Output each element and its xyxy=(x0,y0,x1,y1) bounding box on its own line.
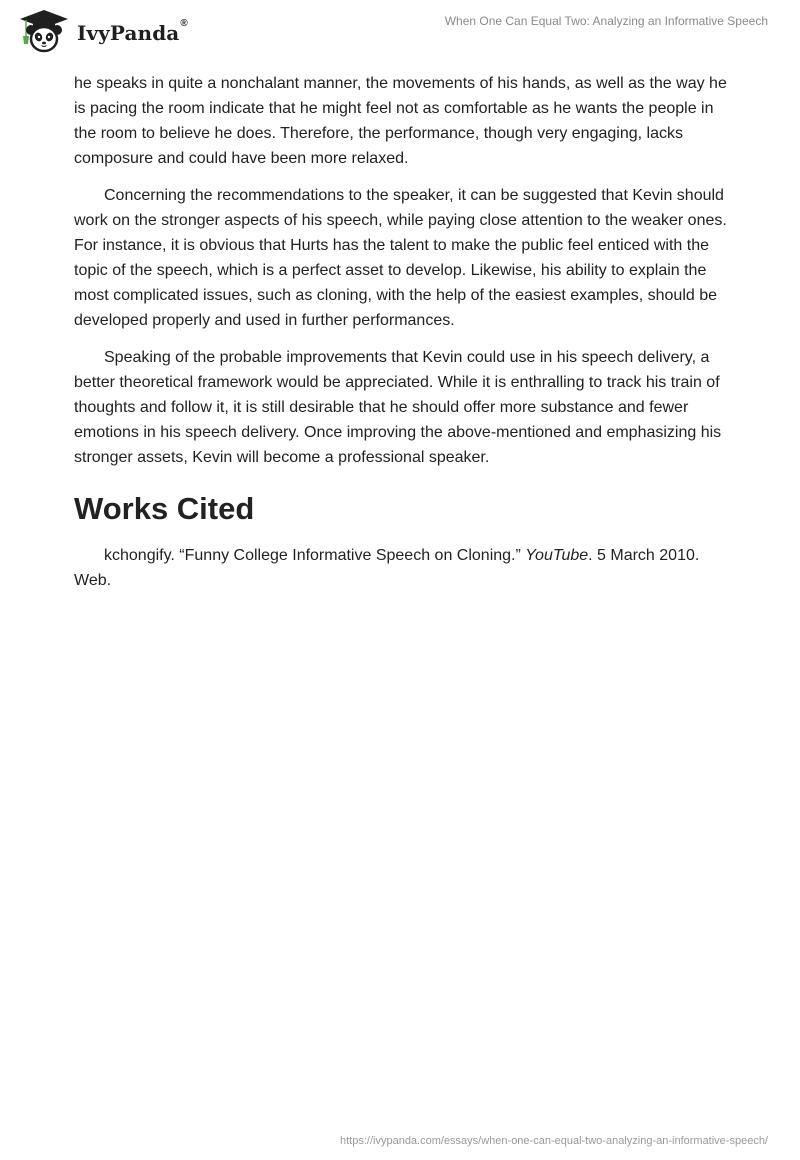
works-cited-heading: Works Cited xyxy=(74,491,255,526)
citation-entry xyxy=(74,543,734,593)
panda-graduate-logo-icon xyxy=(16,8,72,54)
footer-url[interactable]: https://ivypanda.com/essays/when-one-can-equal-two-analyzing-an-informative-speech/ xyxy=(340,1135,768,1147)
page-header xyxy=(0,0,800,62)
registered-mark: ® xyxy=(180,18,188,29)
citation-source: YouTube xyxy=(525,547,589,564)
logo-wordmark: IvyPanda® xyxy=(77,18,188,45)
citation-date: . 5 March 2010. Web. xyxy=(74,547,700,589)
body-paragraph: Concerning the recommendations to the speaker, it can be suggested that Kevin should work on the stronger aspects of his speech, while paying close attention to the weaker ones. For instance, it is obvious that Hurts has the talent to make the public feel enticed with the topic of the speech, which is a perfect asset to develop. Likewise, his ability to explain the most complicated issues, such as cloning, with the help of the easiest examples, should be developed properly and used in further performances. xyxy=(74,187,727,329)
essay-content xyxy=(74,71,734,593)
ivypanda-logo[interactable] xyxy=(16,8,188,54)
body-paragraph: Speaking of the probable improvements that Kevin could use in his speech delivery, a better theoretical framework would be appreciated. While it is enthralling to track his train of thoughts and follow it, it is still desirable that he should offer more substance and fewer emotions in his speech delivery. Once improving the above-mentioned and emphasizing his stronger assets, Kevin will become a professional speaker. xyxy=(74,349,722,466)
body-paragraph: he speaks in quite a nonchalant manner, the movements of his hands, as well as the way he is pacing the room indicate that he might feel not as comfortable as he wants the people in the room to believe he does. Therefore, the performance, though very engaging, lacks composure and could have been more relaxed. xyxy=(74,75,727,167)
running-title: When One Can Equal Two: Analyzing an Informative Speech xyxy=(444,14,768,28)
citation-text: kchongify. “Funny College Informative Speech on Cloning.” xyxy=(104,547,526,564)
